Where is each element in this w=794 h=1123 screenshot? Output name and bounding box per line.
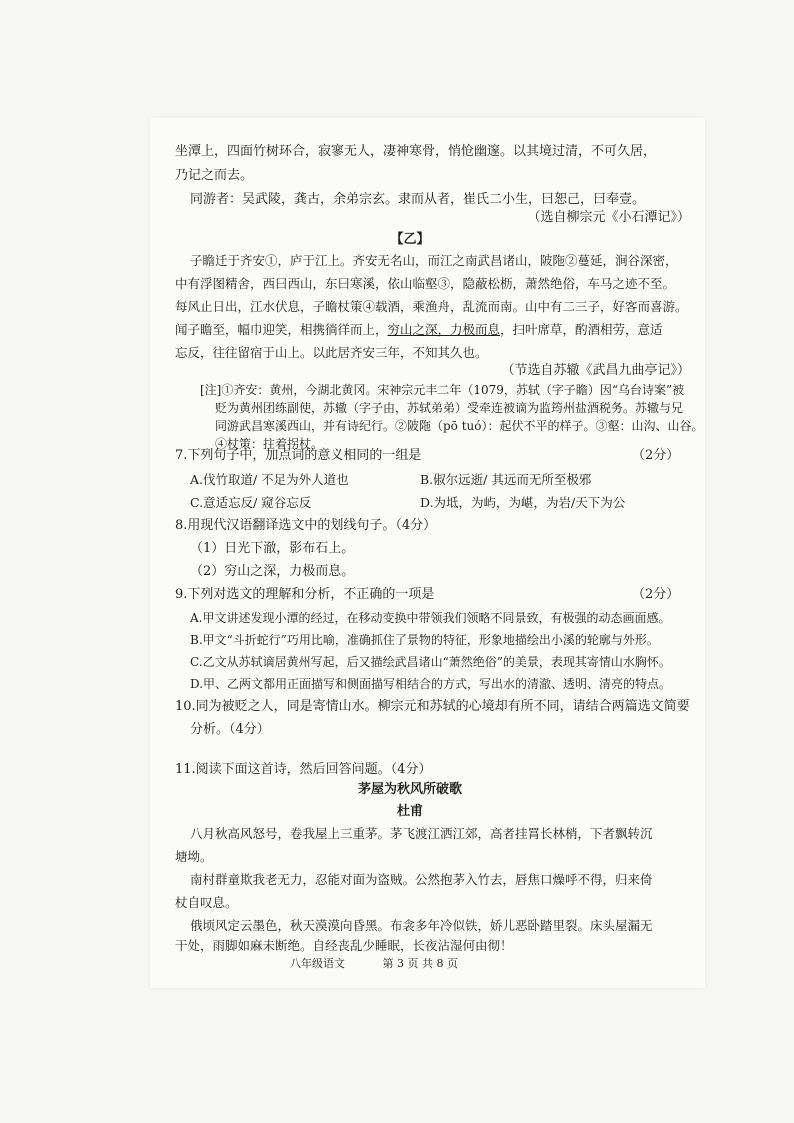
q8-sentence-2: （2）穷山之深，力极而息。 [190,564,355,579]
passage-b-line-4-end: ，扫叶席草，酌酒相劳，意适 [500,322,663,337]
page-footer [290,955,492,971]
q7-option-c: C.意适忘反/ 窥谷忘反 [190,495,312,510]
passage-b-source: （节选自苏辙《武昌九曲亭记》） [501,363,690,378]
q9-score: （2分） [632,587,680,602]
q9-option-c: C.乙文从苏轼谪居黄州写起，后又描绘武昌诸山“萧然绝俗”的美景，表现其寄情山水胸怀。 [190,655,671,669]
poem-line-1: 八月秋高风怒号，卷我屋上三重茅。茅飞渡江洒江郊，高者挂罥长林梢，下者飘转沉 [190,826,653,841]
q10-line-2: 分析。（4分） [190,722,270,737]
poem-author: 杜甫 [396,804,423,819]
poem-line-3: 南村群童欺我老无力，忍能对面为盗贼。公然抱茅入竹去，唇焦口燥呼不得，归来倚 [190,872,653,887]
note-line-4: ④杖策：拄着拐杖。 [215,437,324,451]
poem-line-4: 杖自叹息。 [175,895,238,910]
passage-a-source: （选自柳宗元《小石潭记》） [527,210,690,225]
q7-option-a: A.伐竹取道/ 不足为外人道也 [190,472,349,487]
passage-b-line-4-start: 闻子瞻至，幅巾迎笑，相携徜徉而上， [175,322,388,337]
q9-stem: 9.下列对选文的理解和分析，不正确的一项是 [175,587,435,602]
q9-option-a: A.甲文讲述发现小潭的经过，在移动变换中带领我们领略不同景致，有极强的动态画面感。 [190,611,671,625]
q7-option-b: B.俶尔远逝/ 其远而无所至极邪 [420,472,592,487]
passage-a-line-2: 乃记之而去。 [175,168,254,183]
footer-page: 第 3 页 共 8 页 [382,957,458,970]
q9-option-b: B.甲文“斗折蛇行”巧用比喻，准确抓住了景物的特征，形象地描绘出小溪的轮廓与外形。 [190,633,659,647]
passage-a-line-1: 坐潭上，四面竹树环合，寂寥无人，凄神寒骨，悄怆幽邃。以其境过清，不可久居， [175,144,657,159]
passage-b-line-4 [175,318,695,342]
passage-b-line-1: 子瞻迁于齐安①，庐于江上。齐安无名山，而江之南武昌诸山，陂陁②蔓延，涧谷深密， [190,253,678,268]
poem-line-6: 干处，雨脚如麻未断绝。自经丧乱少睡眠，长夜沾湿何由彻！ [175,938,513,953]
q9-option-d: D.甲、乙两文都用正面描写和侧面描写相结合的方式，写出水的清澈、透明、清亮的特点。 [190,677,672,691]
q10-line-1: 10.同为被贬之人，同是寄情山水。柳宗元和苏轼的心境却有所不同，请结合两篇选文简要 [175,699,690,714]
q11-stem: 11.阅读下面这首诗，然后回答问题。（4分） [175,762,432,777]
poem-line-2: 塘坳。 [175,849,213,864]
q7-option-d: D.为坻，为屿，为嵁，为岩/天下为公 [420,495,626,510]
q7-stem: 7.下列句子中，加点词的意义相同的一组是 [175,448,422,463]
passage-b-line-3: 每风止日出，江水伏息，子瞻杖策④载酒，乘渔舟，乱流而南。山中有二三子，好客而喜游。 [175,299,688,314]
passage-b-line-5: 忘反，往往留宿于山上。以此居齐安三年，不知其久也。 [175,345,488,360]
note-line-1: [注]①齐安：黄州，今湖北黄冈。宋神宗元丰二年（1079，苏轼（字子瞻）因“乌台诗案”被 [200,383,685,397]
passage-b-line-2: 中有浮图精舍，西曰西山，东曰寒溪，依山临壑③，隐蔽松枥，萧然绝俗，车马之迹不至。 [175,276,676,291]
poem-line-5: 俄顷风定云墨色，秋天漠漠向昏黑。布衾多年冷似铁，娇儿恶卧踏里裂。床头屋漏无 [190,918,653,933]
underlined-sentence: 穷山之深，力极而息 [387,322,501,337]
passage-a-line-3: 同游者：吴武陵，龚古，余弟宗玄。隶而从者，崔氏二小生，曰恕己，曰奉壹。 [190,192,646,207]
note-line-2: 贬为黄州团练副使，苏辙（字子由，苏轼弟弟）受牵连被谪为监筠州盐酒税务。苏辙与兄 [215,401,684,415]
passage-b-title: 【乙】 [390,232,430,247]
poem-title: 茅屋为秋风所破歌 [357,782,462,797]
q8-stem: 8.用现代汉语翻译选文中的划线句子。（4分） [175,518,437,533]
q8-sentence-1: （1）日光下澈，影布石上。 [190,541,355,556]
footer-subject: 八年级语文 [290,957,345,970]
note-line-3: 同游武昌寒溪西山，并有诗纪行。②陂陁（pō tuó）：起伏不平的样子。③壑：山沟、山谷。 [215,419,704,433]
q7-score: （2分） [632,448,680,463]
